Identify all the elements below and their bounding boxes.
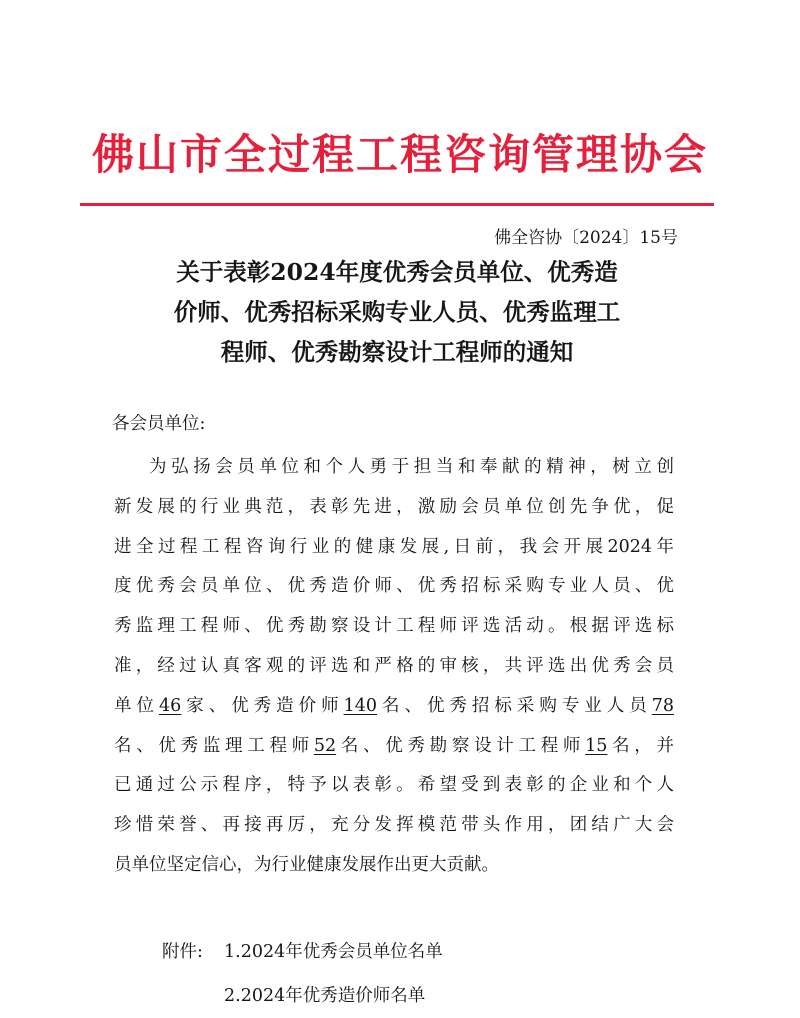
body-line	[114, 727, 674, 767]
attachments-label: 附件:	[162, 942, 203, 962]
attachment-row	[162, 930, 443, 974]
body-line: 珍惜荣誉、再接再厉，充分发挥模范带头作用，团结广大会	[114, 815, 674, 836]
attachment-item: 2.2024年优秀造价师名单	[224, 986, 426, 1006]
body-paragraph	[114, 448, 674, 886]
body-fragment: 名、优秀监理工程师	[114, 735, 314, 756]
body-line: 新发展的行业典范，表彰先进，激励会员单位创先争优，促	[114, 496, 674, 517]
document-title	[80, 252, 714, 372]
salutation: 各会员单位:	[112, 414, 206, 434]
letterhead-divider	[80, 203, 714, 206]
body-line: 准，经过认真客观的评选和严格的审核，共评选出优秀会员	[114, 655, 674, 676]
attachment-item: 1.2024年优秀会员单位名单	[224, 942, 443, 962]
body-line: 已通过公示程序，特予以表彰。希望受到表彰的企业和个人	[114, 775, 674, 796]
body-line: 员单位坚定信心，为行业健康发展作出更大贡献。	[114, 854, 499, 875]
body-line: 度优秀会员单位、优秀造价师、优秀招标采购专业人员、优	[114, 576, 674, 597]
document-number: 佛全咨协〔2024〕15号	[494, 228, 678, 248]
body-line: 为弘扬会员单位和个人勇于担当和奉献的精神，树立创	[149, 457, 674, 477]
body-fragment: 家、优秀造价师	[181, 695, 344, 716]
organization-letterhead: 佛山市全过程工程咨询管理协会	[91, 130, 708, 179]
body-fragment: 单位	[114, 695, 159, 716]
design-engineer-count: 15	[585, 735, 608, 756]
body-fragment: 名，并	[607, 735, 675, 756]
title-line: 程师、优秀勘察设计工程师的通知	[220, 338, 574, 366]
body-line	[114, 687, 674, 727]
attachment-row	[162, 974, 443, 1018]
title-line: 关于表彰2024年度优秀会员单位、优秀造	[176, 258, 618, 286]
attachments-list	[162, 930, 443, 1018]
cost-engineer-count: 140	[343, 695, 377, 716]
member-unit-count: 46	[158, 695, 182, 716]
procurement-staff-count: 78	[651, 695, 675, 716]
body-fragment: 名、优秀勘察设计工程师	[336, 735, 586, 756]
body-line: 进全过程工程咨询行业的健康发展,日前，我会开展2024年	[114, 536, 674, 557]
body-line: 秀监理工程师、优秀勘察设计工程师评选活动。根据评选标	[114, 616, 674, 637]
title-line: 价师、优秀招标采购专业人员、优秀监理工	[173, 298, 621, 326]
body-fragment: 名、优秀招标采购专业人员	[377, 695, 652, 716]
supervision-engineer-count: 52	[313, 735, 337, 756]
